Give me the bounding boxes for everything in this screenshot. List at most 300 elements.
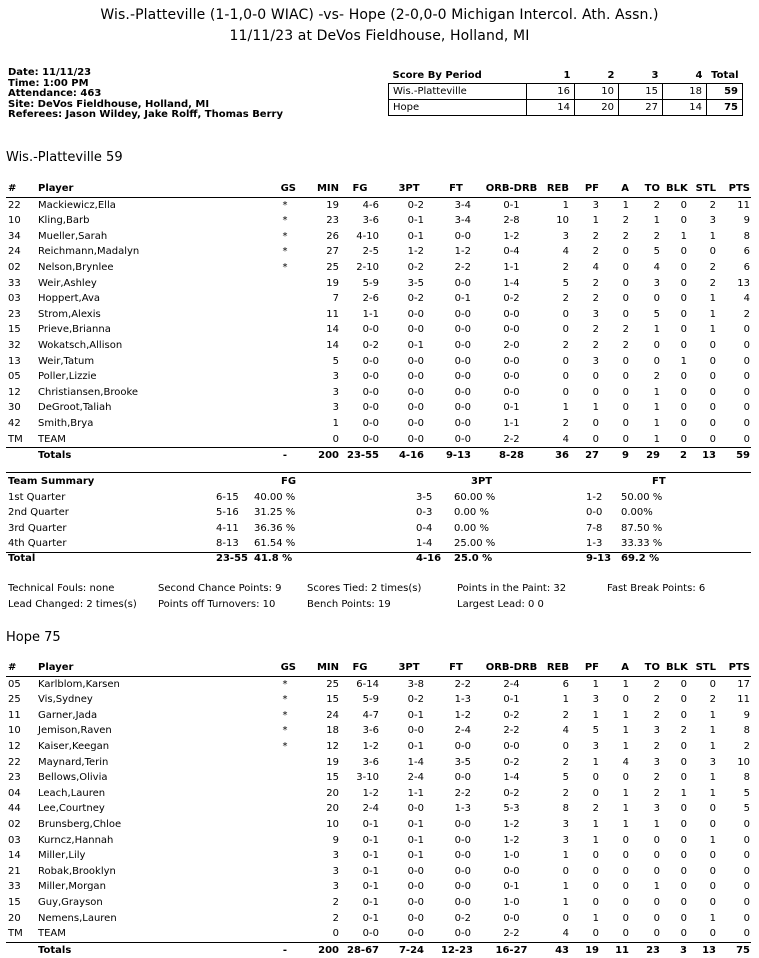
cell-ft: 0-0: [454, 230, 471, 242]
cell-gs: *: [282, 694, 288, 706]
cell-a: 0: [622, 912, 629, 924]
cell-min: 200: [318, 944, 339, 956]
score-cell: 18: [663, 84, 707, 100]
cell-jersey: 03: [8, 834, 21, 846]
cell-fg: 0-0: [362, 928, 379, 940]
cell-3pt: 4-16: [398, 450, 424, 462]
cell-player: Leach,Lauren: [38, 787, 106, 799]
column-header-blk: BLK: [666, 662, 688, 673]
score-cell: 14: [527, 100, 575, 116]
cell-pf: 5: [592, 725, 599, 737]
cell-a: 1: [622, 709, 629, 721]
table-row: [6, 385, 751, 401]
cell-3pt: 0-1: [407, 230, 424, 242]
cell-3pt: 0-2: [407, 694, 424, 706]
cell-to: 1: [653, 881, 660, 893]
cell-blk: 0: [680, 339, 687, 351]
cell-player: Miller,Morgan: [38, 881, 106, 893]
cell-3pt: 0-0: [407, 433, 424, 445]
cell-pts: 0: [743, 834, 750, 846]
cell-blk: 0: [680, 896, 687, 908]
cell-orb-drb: 2-8: [503, 215, 520, 227]
cell-gs: -: [282, 450, 288, 462]
cell-3pt: 0-0: [407, 881, 424, 893]
table-row: [6, 879, 751, 895]
cell-to: 5: [653, 308, 660, 320]
cell-jersey: 02: [8, 818, 21, 830]
largest-lead: Largest Lead: 0 0: [457, 599, 544, 610]
box-score-table: [6, 660, 751, 958]
cell-a: 0: [622, 293, 629, 305]
cell-stl: 0: [709, 803, 716, 815]
cell-3pt: 0-1: [407, 850, 424, 862]
cell-min: 2: [332, 912, 339, 924]
cell-blk: 0: [680, 803, 687, 815]
cell-player: Kling,Barb: [38, 215, 90, 227]
column-header-ft: FT: [449, 183, 463, 194]
cell-jersey: 25: [8, 694, 21, 706]
cell-player: Kurncz,Hannah: [38, 834, 114, 846]
cell-to: 5: [653, 246, 660, 258]
cell-gs: *: [282, 678, 288, 690]
cell-stl: 1: [709, 740, 716, 752]
cell-reb: 0: [562, 740, 569, 752]
column-header-jersey: #: [8, 183, 17, 194]
cell-player: Mackiewicz,Ella: [38, 199, 116, 211]
cell-3pt: 0-0: [407, 803, 424, 815]
table-row: [6, 911, 751, 927]
cell-reb: 4: [562, 246, 569, 258]
cell-min: 19: [326, 756, 339, 768]
cell-3pt: 1-4: [407, 756, 424, 768]
cell-blk: 3: [680, 944, 687, 956]
table-row: [6, 198, 751, 214]
cell-fg: 0-1: [362, 912, 379, 924]
table-row: [6, 926, 751, 942]
table-row: [6, 848, 751, 864]
cell-fg: 0-2: [362, 339, 379, 351]
cell-orb-drb: 0-0: [503, 740, 520, 752]
cell-pts: 0: [743, 324, 750, 336]
cell-blk: 0: [680, 818, 687, 830]
table-row: [6, 677, 751, 693]
column-header-fg: FG: [352, 183, 368, 194]
cell-blk: 0: [680, 709, 687, 721]
cell-stl: 0: [709, 339, 716, 351]
cell-min: 10: [326, 818, 339, 830]
cell-stl: 2: [709, 199, 716, 211]
cell-pf: 0: [592, 865, 599, 877]
info-site: Site: DeVos Fieldhouse, Holland, MI: [8, 98, 210, 110]
cell-ft: 12-23: [441, 944, 473, 956]
cell-stl: 1: [709, 912, 716, 924]
cell-3pt: 0-0: [407, 928, 424, 940]
cell-orb-drb: 0-2: [503, 293, 520, 305]
summary-fg: 23-55: [216, 553, 248, 564]
cell-a: 0: [622, 261, 629, 273]
cell-blk: 0: [680, 261, 687, 273]
cell-stl: 1: [709, 230, 716, 242]
cell-player: Nelson,Brynlee: [38, 261, 114, 273]
cell-ft: 2-2: [454, 261, 471, 273]
cell-blk: 0: [680, 386, 687, 398]
cell-a: 1: [622, 818, 629, 830]
cell-pts: 0: [743, 433, 750, 445]
column-header-pf: PF: [584, 183, 599, 194]
cell-jersey: TM: [8, 433, 23, 445]
cell-a: 4: [622, 756, 629, 768]
cell-orb-drb: 0-4: [503, 246, 520, 258]
game-title: Wis.-Platteville (1-1,0-0 WIAC) -vs- Hope (2-0,0-0 Michigan Intercol. Ath. Assn.): [100, 7, 659, 23]
cell-orb-drb: 0-0: [503, 355, 520, 367]
column-header-pts: PTS: [728, 662, 750, 673]
summary-header: [6, 474, 751, 490]
cell-3pt: 0-1: [407, 740, 424, 752]
table-row: [6, 260, 751, 276]
cell-pts: 2: [743, 740, 750, 752]
cell-a: 11: [615, 944, 629, 956]
cell-3pt: 2-4: [407, 772, 424, 784]
cell-a: 0: [622, 355, 629, 367]
cell-min: 12: [326, 740, 339, 752]
cell-a: 1: [622, 740, 629, 752]
game-info: [8, 68, 283, 121]
cell-fg: 0-0: [362, 417, 379, 429]
table-row: [6, 244, 751, 260]
cell-reb: 2: [562, 756, 569, 768]
cell-reb: 0: [562, 912, 569, 924]
period-header: 2: [607, 70, 615, 81]
cell-stl: 0: [709, 818, 716, 830]
table-row: [6, 416, 751, 432]
cell-pts: 0: [743, 818, 750, 830]
cell-stl: 1: [709, 324, 716, 336]
cell-jersey: 22: [8, 199, 21, 211]
summary-ft: 9-13: [586, 553, 612, 564]
table-row: [6, 708, 751, 724]
cell-jersey: 05: [8, 678, 21, 690]
cell-ft: 0-0: [454, 371, 471, 383]
cell-pts: 0: [743, 371, 750, 383]
cell-jersey: TM: [8, 928, 23, 940]
cell-pf: 2: [592, 339, 599, 351]
cell-stl: 0: [709, 371, 716, 383]
cell-player: Prieve,Brianna: [38, 324, 111, 336]
score-total: 75: [707, 100, 743, 116]
cell-min: 25: [326, 261, 339, 273]
cell-pts: 0: [743, 865, 750, 877]
cell-to: 0: [653, 339, 660, 351]
cell-blk: 2: [680, 450, 687, 462]
cell-to: 0: [653, 293, 660, 305]
cell-a: 1: [622, 725, 629, 737]
cell-pf: 0: [592, 772, 599, 784]
cell-blk: 0: [680, 928, 687, 940]
cell-reb: 2: [562, 339, 569, 351]
divider: [6, 472, 751, 473]
cell-stl: 1: [709, 787, 716, 799]
cell-fg: 0-0: [362, 371, 379, 383]
cell-orb-drb: 1-4: [503, 772, 520, 784]
summary-3pt-pct: 0.00 %: [454, 522, 489, 534]
cell-blk: 0: [680, 215, 687, 227]
cell-stl: 2: [709, 694, 716, 706]
cell-player: Weir,Tatum: [38, 355, 95, 367]
cell-player: Smith,Brya: [38, 417, 94, 429]
cell-pf: 0: [592, 881, 599, 893]
cell-fg: 2-10: [356, 261, 379, 273]
cell-3pt: 0-0: [407, 386, 424, 398]
cell-jersey: 33: [8, 277, 21, 289]
cell-a: 1: [622, 787, 629, 799]
column-header-gs: GS: [280, 183, 296, 194]
cell-min: 27: [326, 246, 339, 258]
cell-reb: 4: [562, 928, 569, 940]
cell-ft: 0-0: [454, 339, 471, 351]
scores-tied: Scores Tied: 2 times(s): [307, 583, 422, 594]
cell-pf: 3: [592, 308, 599, 320]
cell-to: 1: [653, 324, 660, 336]
cell-ft: 0-0: [454, 772, 471, 784]
cell-pf: 3: [592, 199, 599, 211]
cell-player: TEAM: [38, 433, 66, 445]
table-row: [6, 895, 751, 911]
cell-pts: 8: [743, 725, 750, 737]
cell-player: Brunsberg,Chloe: [38, 818, 122, 830]
cell-to: 2: [653, 678, 660, 690]
cell-ft: 3-4: [454, 199, 471, 211]
table-row: [6, 723, 751, 739]
cell-stl: 0: [709, 850, 716, 862]
cell-blk: 0: [680, 417, 687, 429]
column-header-gs: GS: [280, 662, 296, 673]
table-row: [6, 291, 751, 307]
cell-stl: 3: [709, 215, 716, 227]
cell-fg: 0-0: [362, 402, 379, 414]
cell-orb-drb: 0-0: [503, 912, 520, 924]
cell-min: 14: [326, 324, 339, 336]
cell-stl: 0: [709, 678, 716, 690]
summary-3pt: 1-4: [416, 538, 433, 550]
summary-fg-label: FG: [281, 476, 297, 487]
summary-ft: 0-0: [586, 507, 603, 519]
column-header-min: MIN: [316, 183, 339, 194]
cell-stl: 1: [709, 772, 716, 784]
cell-ft: 3-4: [454, 215, 471, 227]
summary-fg-pct: 36.36 %: [254, 522, 296, 534]
cell-reb: 2: [562, 709, 569, 721]
summary-fg: 5-16: [216, 507, 239, 519]
cell-orb-drb: 0-0: [503, 386, 520, 398]
summary-fg: 8-13: [216, 538, 239, 550]
cell-pts: 11: [737, 199, 750, 211]
cell-pts: 6: [743, 261, 750, 273]
summary-quarter: 1st Quarter: [8, 491, 66, 503]
cell-reb: 2: [562, 261, 569, 273]
cell-blk: 0: [680, 740, 687, 752]
cell-player: Bellows,Olivia: [38, 772, 108, 784]
cell-pf: 0: [592, 417, 599, 429]
cell-player: DeGroot,Taliah: [38, 402, 112, 414]
cell-fg: 4-10: [356, 230, 379, 242]
cell-min: 3: [332, 371, 339, 383]
cell-orb-drb: 1-0: [503, 896, 520, 908]
cell-fg: 6-14: [356, 678, 379, 690]
cell-to: 23: [646, 944, 660, 956]
cell-orb-drb: 1-1: [503, 417, 520, 429]
cell-min: 18: [326, 725, 339, 737]
summary-quarter: 4th Quarter: [8, 538, 67, 550]
cell-reb: 5: [562, 772, 569, 784]
info-date: Date: 11/11/23: [8, 67, 92, 78]
cell-jersey: 12: [8, 386, 21, 398]
cell-a: 0: [622, 850, 629, 862]
cell-fg: 0-1: [362, 834, 379, 846]
cell-pf: 0: [592, 896, 599, 908]
summary-row: [6, 521, 751, 537]
cell-ft: 0-0: [454, 386, 471, 398]
cell-min: 1: [332, 417, 339, 429]
cell-to: 3: [653, 725, 660, 737]
cell-reb: 10: [556, 215, 569, 227]
cell-ft: 0-0: [454, 928, 471, 940]
cell-min: 3: [332, 881, 339, 893]
summary-3pt: 4-16: [416, 553, 442, 564]
cell-pts: 0: [743, 850, 750, 862]
cell-blk: 0: [680, 402, 687, 414]
column-header-to: TO: [644, 662, 660, 673]
cell-fg: 2-6: [362, 293, 379, 305]
summary-fg-pct: 41.8 %: [254, 553, 293, 564]
cell-jersey: 03: [8, 293, 21, 305]
column-header-min: MIN: [316, 662, 339, 673]
cell-pf: 19: [585, 944, 599, 956]
cell-stl: 0: [709, 433, 716, 445]
cell-3pt: 0-2: [407, 293, 424, 305]
cell-orb-drb: 1-2: [503, 834, 520, 846]
fast-break-points: Fast Break Points: 6: [607, 583, 706, 594]
summary-3pt-pct: 0.00 %: [454, 507, 489, 519]
cell-jersey: 20: [8, 912, 21, 924]
cell-pf: 2: [592, 803, 599, 815]
column-header-orb-drb: ORB-DRB: [485, 662, 538, 673]
cell-a: 0: [622, 433, 629, 445]
cell-jersey: 44: [8, 803, 21, 815]
table-row: [6, 864, 751, 880]
cell-jersey: 24: [8, 246, 21, 258]
column-header-pts: PTS: [728, 183, 750, 194]
cell-a: 0: [622, 277, 629, 289]
score-cell: 15: [619, 84, 663, 100]
cell-reb: 1: [562, 199, 569, 211]
cell-ft: 1-2: [454, 246, 471, 258]
cell-player: Jemison,Raven: [38, 725, 112, 737]
score-by-period-label: Score By Period: [392, 70, 482, 81]
cell-jersey: 10: [8, 215, 21, 227]
cell-orb-drb: 1-0: [503, 850, 520, 862]
cell-ft: 0-0: [454, 417, 471, 429]
cell-jersey: 30: [8, 402, 21, 414]
cell-ft: 0-0: [454, 355, 471, 367]
cell-pf: 0: [592, 433, 599, 445]
cell-pf: 2: [592, 324, 599, 336]
cell-reb: 3: [562, 818, 569, 830]
cell-reb: 1: [562, 402, 569, 414]
period-header: Total: [711, 70, 739, 81]
cell-to: 3: [653, 277, 660, 289]
cell-ft: 9-13: [445, 450, 471, 462]
summary-ft-pct: 33.33 %: [621, 538, 663, 550]
cell-pts: 59: [736, 450, 750, 462]
cell-orb-drb: 0-1: [503, 402, 520, 414]
cell-blk: 0: [680, 293, 687, 305]
cell-min: 3: [332, 850, 339, 862]
cell-gs: *: [282, 230, 288, 242]
cell-pf: 2: [592, 293, 599, 305]
summary-3pt-pct: 60.00 %: [454, 491, 496, 503]
cell-player: Kaiser,Keegan: [38, 740, 110, 752]
cell-jersey: 15: [8, 896, 21, 908]
cell-a: 0: [622, 308, 629, 320]
cell-blk: 0: [680, 865, 687, 877]
table-row: [6, 801, 751, 817]
cell-pf: 3: [592, 694, 599, 706]
cell-fg: 0-1: [362, 850, 379, 862]
cell-jersey: 22: [8, 756, 21, 768]
cell-reb: 3: [562, 834, 569, 846]
cell-fg: 0-0: [362, 324, 379, 336]
info-attendance: Attendance: 463: [8, 88, 102, 99]
cell-ft: 0-0: [454, 881, 471, 893]
cell-jersey: 15: [8, 324, 21, 336]
column-header-stl: STL: [695, 662, 716, 673]
cell-pf: 1: [592, 678, 599, 690]
summary-ft-label: FT: [652, 476, 666, 487]
cell-min: 25: [326, 678, 339, 690]
cell-orb-drb: 0-1: [503, 881, 520, 893]
cell-3pt: 0-2: [407, 261, 424, 273]
summary-ft-pct: 0.00%: [621, 507, 653, 519]
cell-3pt: 0-0: [407, 865, 424, 877]
cell-reb: 0: [562, 386, 569, 398]
column-header-reb: REB: [546, 183, 569, 194]
cell-min: 26: [326, 230, 339, 242]
cell-reb: 1: [562, 881, 569, 893]
summary-ft: 7-8: [586, 522, 603, 534]
cell-ft: 1-3: [454, 694, 471, 706]
cell-ft: 0-0: [454, 308, 471, 320]
cell-stl: 0: [709, 928, 716, 940]
summary-fg: 4-11: [216, 522, 239, 534]
cell-ft: 0-2: [454, 912, 471, 924]
cell-reb: 4: [562, 725, 569, 737]
cell-jersey: 04: [8, 787, 21, 799]
cell-fg: 4-6: [362, 199, 379, 211]
cell-gs: *: [282, 740, 288, 752]
cell-jersey: 14: [8, 850, 21, 862]
cell-pts: 17: [737, 678, 750, 690]
cell-player: Strom,Alexis: [38, 308, 101, 320]
cell-orb-drb: 0-1: [503, 199, 520, 211]
cell-min: 20: [326, 803, 339, 815]
cell-min: 200: [318, 450, 339, 462]
cell-min: 11: [326, 308, 339, 320]
cell-jersey: 21: [8, 865, 21, 877]
cell-a: 9: [622, 450, 629, 462]
cell-reb: 1: [562, 694, 569, 706]
cell-to: 3: [653, 756, 660, 768]
cell-pf: 0: [592, 386, 599, 398]
